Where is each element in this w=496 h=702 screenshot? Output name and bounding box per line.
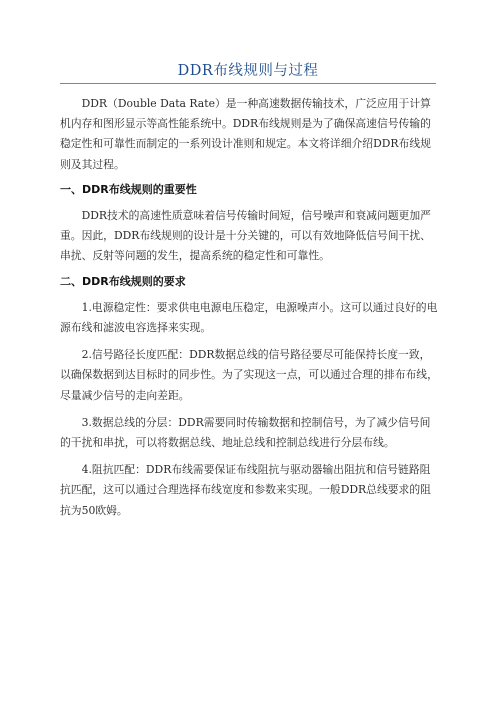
intro-paragraph: DDR（Double Data Rate）是一种高速数据传输技术，广泛应用于计算机内存和图形显示等高性能系统中。DDR布线规则是为了确保高速信号传输的稳定性和可靠性而制定的一系列设计准则和规定。本文将详细介绍DDR布线规则及其过程。	[60, 97, 431, 171]
section-heading-requirements: 二、DDR布线规则的要求	[60, 274, 186, 288]
requirement-item-length-matching: 2.信号路径长度匹配：DDR数据总线的信号路径要尽可能保持长度一致，以确保数据到达目标时的同步性。为了实现这一点，可以通过合理的排布布线，尽量减少信号的走向差距。	[60, 348, 438, 402]
title-underline	[60, 83, 436, 84]
requirement-item-power: 1.电源稳定性：要求供电电源电压稳定，电源噪声小。这可以通过良好的电源布线和滤波电容选择来实现。	[60, 300, 438, 335]
requirement-item-impedance: 4.阻抗匹配：DDR布线需要保证布线阻抗与驱动器输出阻抗和信号链路阻抗匹配，这可以通过合理选择布线宽度和参数来实现。一般DDR总线要求的阻抗为50欧姆。	[60, 463, 431, 517]
spacer	[60, 453, 438, 460]
document-title: DDR布线规则与过程	[177, 63, 319, 79]
document-body	[60, 94, 438, 521]
spacer	[60, 338, 438, 345]
section-importance-paragraph: DDR技术的高速性质意味着信号传输时间短，信号噪声和衰减问题更加严重。因此，DDR布线规则的设计是十分关键的，可以有效地降低信号间干扰、串扰、反射等问题的发生，提高系统的稳定性和可靠性。	[60, 209, 431, 263]
section-heading-importance: 一、DDR布线规则的重要性	[60, 182, 197, 196]
requirement-item-bus-layering: 3.数据总线的分层：DDR需要同时传输数据和控制信号，为了减少信号间的干扰和串扰，可以将数据总线、地址总线和控制总线进行分层布线。	[60, 415, 431, 450]
spacer	[60, 406, 438, 413]
